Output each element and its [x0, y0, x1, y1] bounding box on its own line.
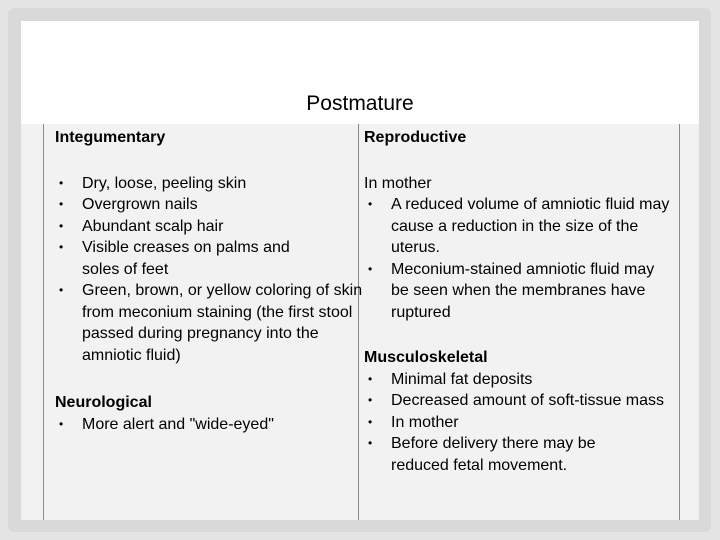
bullet-icon: • [368, 371, 373, 386]
list-item: • Overgrown nails [55, 194, 355, 216]
bullet-icon: • [59, 175, 64, 190]
bullet-icon: • [59, 197, 64, 211]
neurological-list [55, 414, 355, 436]
bullet-icon: • [59, 240, 64, 254]
list-item: • More alert and "wide-eyed" [55, 414, 355, 436]
left-column [55, 127, 363, 435]
list-item: • Abundant scalp hair [55, 216, 355, 238]
list-item: • Before delivery there may be reduced fetal movement. [368, 435, 596, 474]
list-item: • Green, brown, or yellow coloring of skin from meconium staining (the first stool passed during pregnancy into the amniotic fluid) [59, 282, 363, 364]
title-box [21, 21, 699, 124]
musculoskeletal-list [364, 369, 676, 477]
list-item: • A reduced volume of amniotic fluid may cause a reduction in the size of the uterus. [368, 196, 670, 256]
slide-title: Postmature [306, 92, 414, 115]
musculoskeletal-heading: Musculoskeletal [364, 349, 488, 366]
bullet-icon: • [59, 416, 64, 431]
list-item: • Minimal fat deposits [364, 369, 676, 391]
bullet-icon: • [368, 414, 373, 429]
bullet-icon: • [368, 436, 373, 450]
table-right-border [679, 124, 680, 520]
list-item: • Decreased amount of soft-tissue mass [364, 390, 681, 412]
reproductive-list [364, 194, 676, 323]
integumentary-heading: Integumentary [55, 129, 166, 146]
reproductive-heading: Reproductive [364, 129, 467, 146]
bullet-icon: • [59, 218, 64, 233]
table-left-border [43, 124, 44, 520]
neurological-heading: Neurological [55, 394, 152, 411]
list-item: • In mother [364, 412, 676, 434]
reproductive-intro: In mother [364, 174, 432, 192]
bullet-icon: • [368, 261, 373, 276]
list-item: • Dry, loose, peeling skin [55, 173, 355, 195]
list-item: • Visible creases on palms and soles of feet [59, 239, 290, 278]
bullet-icon: • [368, 197, 373, 211]
right-column [364, 127, 676, 476]
bullet-icon: • [368, 393, 373, 407]
integumentary-list [55, 173, 363, 367]
bullet-icon: • [59, 283, 64, 297]
list-item: • Meconium-stained amniotic fluid may be seen when the membranes have ruptured [368, 260, 655, 321]
